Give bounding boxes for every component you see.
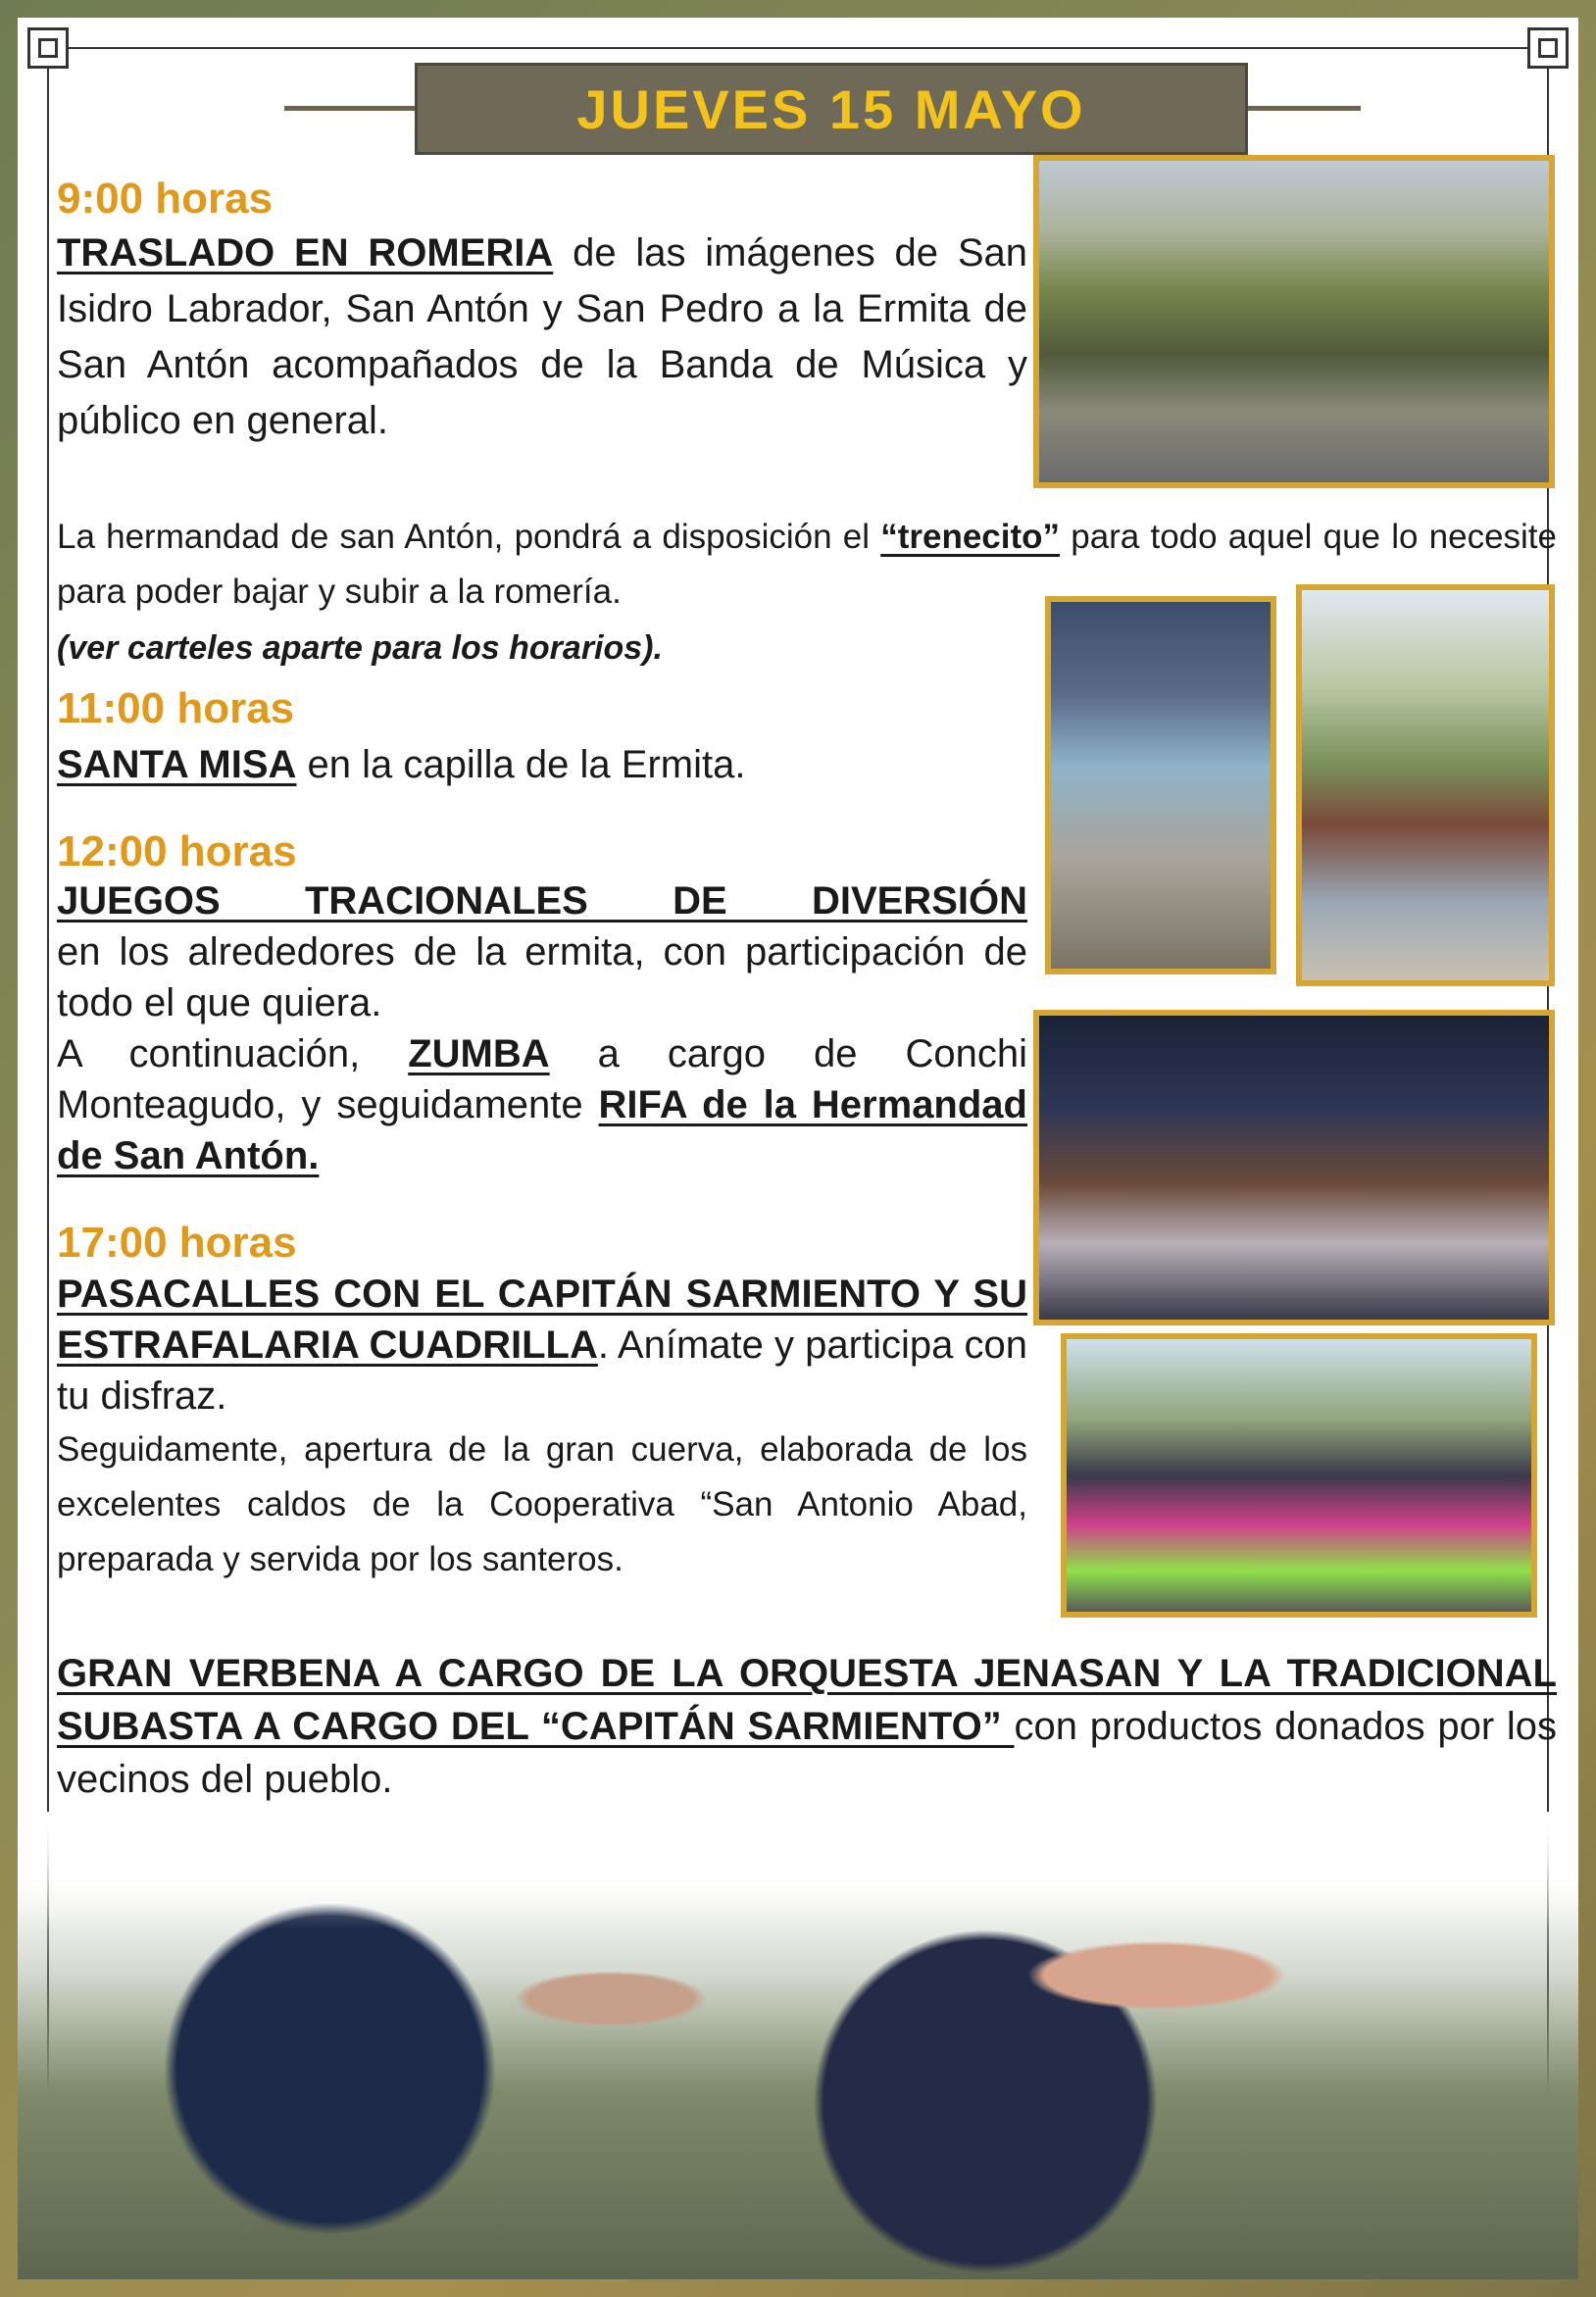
frame-corner-top-right <box>1527 27 1569 69</box>
event-time-12: 12:00 horas <box>57 827 297 875</box>
closing-verbena <box>57 1647 1557 1806</box>
photo-tug-of-war <box>1045 596 1276 974</box>
note-horarios: (ver carteles aparte para los horarios). <box>57 629 663 667</box>
photo-climbing-image <box>1302 590 1549 980</box>
closing-desc: con productos donados por los vecinos del pueblo. <box>57 1705 1558 1801</box>
event-pasacalles <box>57 1269 1027 1422</box>
photo-costumes <box>1061 1333 1537 1618</box>
photo-zumba-group-image <box>1039 1016 1549 1320</box>
day-header <box>415 63 1248 155</box>
event-juegos <box>57 875 1027 1181</box>
photo-romeria-image <box>1039 161 1549 482</box>
photo-romeria <box>1033 155 1555 488</box>
photo-capitan-sarmiento <box>18 1812 1578 2279</box>
event-juegos-desc: en los alrededores de la ermita, con participación de todo el que quiera. <box>57 930 1027 1024</box>
event-time-11: 11:00 horas <box>57 684 295 732</box>
event-cont-middle: a cargo de Conchi Monteagudo, y seguidamente <box>57 1032 1027 1126</box>
photo-tug-of-war-image <box>1051 602 1271 969</box>
event-misa <box>57 737 1027 793</box>
event-romeria-title: TRASLADO EN ROMERIA <box>57 231 554 275</box>
event-zumba-line <box>57 1028 1027 1181</box>
photo-zumba-group <box>1033 1010 1555 1325</box>
event-pasacalles-desc: . Anímate y participa con tu disfraz. <box>57 1323 1027 1418</box>
event-time-9: 9:00 horas <box>57 175 274 223</box>
photo-costumes-image <box>1067 1339 1531 1612</box>
event-cuerva: Seguidamente, apertura de la gran cuerva, elaborada de los excelentes caldos de la Cooperativa “San Antonio Abad, preparada y servida por los santeros. <box>57 1430 1027 1578</box>
event-time-17: 17:00 horas <box>57 1219 297 1267</box>
closing-title: GRAN VERBENA A CARGO DE LA ORQUESTA JENASAN Y LA TRADICIONAL SUBASTA A CARGO DEL “CAPITÁN SARMIENTO” <box>57 1652 1557 1748</box>
frame-corner-top-left <box>27 27 69 69</box>
event-romeria-desc: de las imágenes de San Isidro Labrador, San Antón y San Pedro a la Ermita de San Antón acompañados de la Banda de Música y público en general. <box>57 231 1027 442</box>
program-page <box>18 18 1578 2279</box>
event-zumba: ZUMBA <box>408 1032 550 1075</box>
note-text-before: La hermandad de san Antón, pondrá a disposición el <box>57 518 881 556</box>
photo-climbing <box>1296 584 1555 986</box>
event-cont-before: A continuación, <box>57 1032 409 1075</box>
event-rifa: RIFA de la Hermandad de San Antón. <box>57 1083 1027 1177</box>
header-rule-right <box>1243 106 1361 111</box>
event-misa-desc: en la capilla de la Ermita. <box>296 743 746 786</box>
header-rule-left <box>284 106 422 111</box>
event-juegos-title: JUEGOS TRACIONALES DE DIVERSIÓN <box>57 879 1027 923</box>
event-pasacalles-title: PASACALLES CON EL CAPITÁN SARMIENTO Y SU ESTRAFALARIA CUADRILLA <box>57 1273 1027 1367</box>
event-misa-title: SANTA MISA <box>57 743 297 786</box>
event-romeria <box>57 225 1027 449</box>
note-text-after: para todo aquel que lo necesite para poder bajar y subir a la romería. <box>57 518 1558 611</box>
note-highlight: “trenecito” <box>880 518 1061 556</box>
day-title: JUEVES 15 MAYO <box>576 77 1086 140</box>
